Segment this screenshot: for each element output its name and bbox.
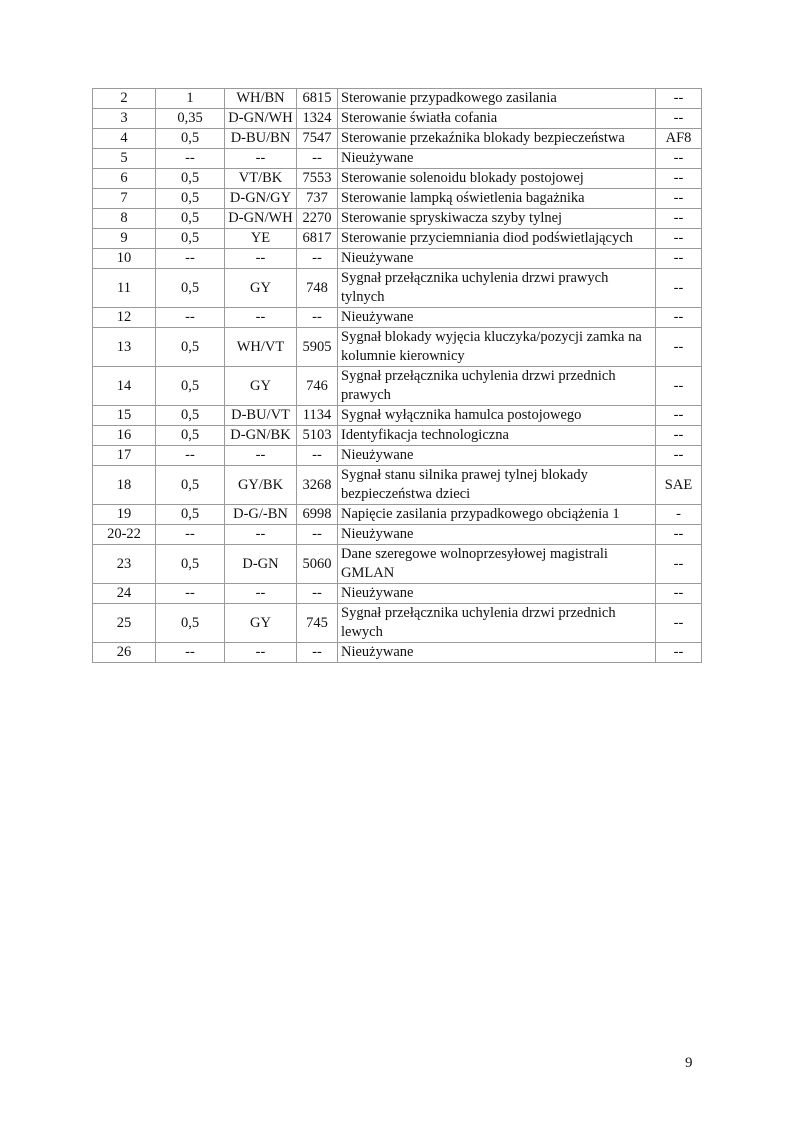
circuit-number-cell: 6998 [297, 505, 338, 525]
option-cell: -- [656, 109, 702, 129]
table-row [93, 545, 702, 584]
option-cell: SAE [656, 466, 702, 505]
option-cell: -- [656, 229, 702, 249]
circuit-number-cell: 6815 [297, 89, 338, 109]
pin-number-cell: 10 [93, 249, 156, 269]
wire-size-cell: 0,35 [156, 109, 225, 129]
table-row [93, 426, 702, 446]
wire-size-cell: 0,5 [156, 426, 225, 446]
option-cell: -- [656, 545, 702, 584]
circuit-number-cell: 7547 [297, 129, 338, 149]
circuit-number-cell: 5060 [297, 545, 338, 584]
connector-pinout-table [92, 88, 702, 663]
circuit-number-cell: 2270 [297, 209, 338, 229]
option-cell: -- [656, 209, 702, 229]
table-row [93, 149, 702, 169]
wire-color-cell: -- [225, 525, 297, 545]
function-description-cell: Nieużywane [338, 149, 656, 169]
function-description-cell: Sygnał przełącznika uchylenia drzwi przednich lewych [338, 604, 656, 643]
table-row [93, 505, 702, 525]
wire-color-cell: WH/BN [225, 89, 297, 109]
pin-number-cell: 17 [93, 446, 156, 466]
option-cell: -- [656, 269, 702, 308]
table-row [93, 209, 702, 229]
wire-size-cell: -- [156, 643, 225, 663]
wire-color-cell: D-G/-BN [225, 505, 297, 525]
wire-color-cell: D-GN [225, 545, 297, 584]
wire-color-cell: D-GN/GY [225, 189, 297, 209]
table-row [93, 169, 702, 189]
wire-color-cell: -- [225, 308, 297, 328]
function-description-cell: Sygnał stanu silnika prawej tylnej blokady bezpieczeństwa dzieci [338, 466, 656, 505]
pin-number-cell: 8 [93, 209, 156, 229]
circuit-number-cell: 748 [297, 269, 338, 308]
pin-number-cell: 12 [93, 308, 156, 328]
function-description-cell: Nieużywane [338, 584, 656, 604]
function-description-cell: Napięcie zasilania przypadkowego obciążenia 1 [338, 505, 656, 525]
wire-size-cell: 0,5 [156, 505, 225, 525]
table-row [93, 189, 702, 209]
option-cell: -- [656, 328, 702, 367]
table-row [93, 643, 702, 663]
wire-size-cell: 0,5 [156, 269, 225, 308]
pin-number-cell: 20-22 [93, 525, 156, 545]
wire-size-cell: 0,5 [156, 367, 225, 406]
option-cell: -- [656, 367, 702, 406]
pin-number-cell: 23 [93, 545, 156, 584]
table-row [93, 584, 702, 604]
function-description-cell: Sygnał przełącznika uchylenia drzwi przednich prawych [338, 367, 656, 406]
function-description-cell: Nieużywane [338, 643, 656, 663]
function-description-cell: Sterowanie solenoidu blokady postojowej [338, 169, 656, 189]
option-cell: -- [656, 169, 702, 189]
function-description-cell: Sterowanie przyciemniania diod podświetlających [338, 229, 656, 249]
pin-number-cell: 26 [93, 643, 156, 663]
table-row [93, 604, 702, 643]
wire-size-cell: -- [156, 149, 225, 169]
pin-number-cell: 11 [93, 269, 156, 308]
wire-color-cell: VT/BK [225, 169, 297, 189]
pin-number-cell: 13 [93, 328, 156, 367]
wire-color-cell: D-GN/WH [225, 109, 297, 129]
function-description-cell: Nieużywane [338, 249, 656, 269]
pin-number-cell: 18 [93, 466, 156, 505]
option-cell: AF8 [656, 129, 702, 149]
option-cell: -- [656, 604, 702, 643]
circuit-number-cell: 1134 [297, 406, 338, 426]
pin-number-cell: 5 [93, 149, 156, 169]
pin-number-cell: 16 [93, 426, 156, 446]
option-cell: - [656, 505, 702, 525]
table-row [93, 229, 702, 249]
option-cell: -- [656, 149, 702, 169]
pin-number-cell: 9 [93, 229, 156, 249]
function-description-cell: Sterowanie przekaźnika blokady bezpieczeństwa [338, 129, 656, 149]
pin-number-cell: 24 [93, 584, 156, 604]
function-description-cell: Sygnał blokady wyjęcia kluczyka/pozycji zamka na kolumnie kierownicy [338, 328, 656, 367]
table-row [93, 308, 702, 328]
wire-color-cell: D-BU/BN [225, 129, 297, 149]
table-row [93, 249, 702, 269]
wire-size-cell: 0,5 [156, 189, 225, 209]
circuit-number-cell: 6817 [297, 229, 338, 249]
pin-number-cell: 2 [93, 89, 156, 109]
table-row [93, 129, 702, 149]
function-description-cell: Sterowanie światła cofania [338, 109, 656, 129]
wire-color-cell: GY [225, 604, 297, 643]
page-number: 9 [685, 1055, 693, 1071]
circuit-number-cell: -- [297, 446, 338, 466]
wire-color-cell: WH/VT [225, 328, 297, 367]
pin-number-cell: 6 [93, 169, 156, 189]
table-row [93, 525, 702, 545]
pinout-table-body [93, 89, 702, 663]
function-description-cell: Sygnał wyłącznika hamulca postojowego [338, 406, 656, 426]
option-cell: -- [656, 89, 702, 109]
option-cell: -- [656, 525, 702, 545]
wire-size-cell: -- [156, 525, 225, 545]
option-cell: -- [656, 584, 702, 604]
table-row [93, 328, 702, 367]
wire-size-cell: -- [156, 584, 225, 604]
table-row [93, 269, 702, 308]
wire-size-cell: 1 [156, 89, 225, 109]
table-row [93, 466, 702, 505]
circuit-number-cell: 1324 [297, 109, 338, 129]
function-description-cell: Sterowanie lampką oświetlenia bagażnika [338, 189, 656, 209]
pin-number-cell: 14 [93, 367, 156, 406]
option-cell: -- [656, 643, 702, 663]
function-description-cell: Nieużywane [338, 308, 656, 328]
wire-color-cell: -- [225, 149, 297, 169]
function-description-cell: Sterowanie spryskiwacza szyby tylnej [338, 209, 656, 229]
table-row [93, 367, 702, 406]
circuit-number-cell: -- [297, 308, 338, 328]
circuit-number-cell: -- [297, 525, 338, 545]
circuit-number-cell: 7553 [297, 169, 338, 189]
wire-color-cell: D-BU/VT [225, 406, 297, 426]
circuit-number-cell: 3268 [297, 466, 338, 505]
wire-size-cell: 0,5 [156, 129, 225, 149]
function-description-cell: Nieużywane [338, 446, 656, 466]
table-row [93, 89, 702, 109]
wire-size-cell: 0,5 [156, 604, 225, 643]
circuit-number-cell: -- [297, 149, 338, 169]
wire-color-cell: YE [225, 229, 297, 249]
circuit-number-cell: 746 [297, 367, 338, 406]
table-row [93, 109, 702, 129]
function-description-cell: Sterowanie przypadkowego zasilania [338, 89, 656, 109]
option-cell: -- [656, 308, 702, 328]
option-cell: -- [656, 406, 702, 426]
wire-color-cell: GY/BK [225, 466, 297, 505]
wire-size-cell: -- [156, 308, 225, 328]
pin-number-cell: 19 [93, 505, 156, 525]
table-row [93, 406, 702, 426]
circuit-number-cell: 737 [297, 189, 338, 209]
circuit-number-cell: -- [297, 249, 338, 269]
wire-color-cell: -- [225, 643, 297, 663]
pin-number-cell: 3 [93, 109, 156, 129]
wire-color-cell: -- [225, 249, 297, 269]
wire-size-cell: 0,5 [156, 209, 225, 229]
pin-number-cell: 4 [93, 129, 156, 149]
circuit-number-cell: 745 [297, 604, 338, 643]
table-row [93, 446, 702, 466]
function-description-cell: Sygnał przełącznika uchylenia drzwi prawych tylnych [338, 269, 656, 308]
option-cell: -- [656, 426, 702, 446]
wire-size-cell: -- [156, 446, 225, 466]
wire-size-cell: 0,5 [156, 328, 225, 367]
option-cell: -- [656, 446, 702, 466]
wire-size-cell: 0,5 [156, 406, 225, 426]
wire-size-cell: 0,5 [156, 229, 225, 249]
wire-size-cell: 0,5 [156, 545, 225, 584]
pin-number-cell: 25 [93, 604, 156, 643]
circuit-number-cell: -- [297, 584, 338, 604]
option-cell: -- [656, 189, 702, 209]
wire-color-cell: GY [225, 269, 297, 308]
wire-size-cell: 0,5 [156, 169, 225, 189]
wire-size-cell: 0,5 [156, 466, 225, 505]
wire-color-cell: -- [225, 446, 297, 466]
pin-number-cell: 15 [93, 406, 156, 426]
wire-size-cell: -- [156, 249, 225, 269]
function-description-cell: Nieużywane [338, 525, 656, 545]
wire-color-cell: GY [225, 367, 297, 406]
circuit-number-cell: 5103 [297, 426, 338, 446]
wire-color-cell: -- [225, 584, 297, 604]
pin-number-cell: 7 [93, 189, 156, 209]
circuit-number-cell: 5905 [297, 328, 338, 367]
function-description-cell: Dane szeregowe wolnoprzesyłowej magistrali GMLAN [338, 545, 656, 584]
option-cell: -- [656, 249, 702, 269]
function-description-cell: Identyfikacja technologiczna [338, 426, 656, 446]
wire-color-cell: D-GN/WH [225, 209, 297, 229]
wire-color-cell: D-GN/BK [225, 426, 297, 446]
circuit-number-cell: -- [297, 643, 338, 663]
